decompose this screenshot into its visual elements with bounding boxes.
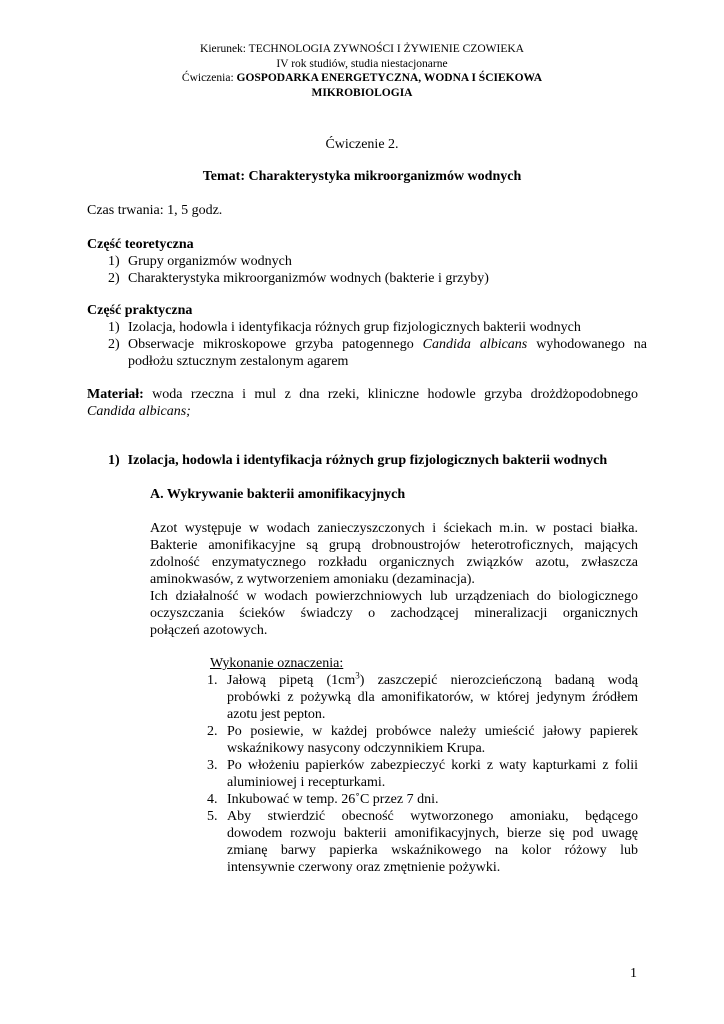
section-1-heading: 1) Izolacja, hodowla i identyfikacja różnych grup fizjologicznych bakterii wodnych <box>108 453 608 468</box>
page-number: 1 <box>630 966 637 981</box>
duration: Czas trwania: 1, 5 godz. <box>87 203 223 218</box>
theory-heading: Część teoretyczna <box>87 237 194 252</box>
list-item: 2. Po posiewie, w każdej probówce należy umieścić jałowy papierek wskaźnikowy nasycony odczynnikiem Krupa. <box>207 724 638 756</box>
procedure-steps <box>207 672 638 876</box>
list-item: 2) Charakterystyka mikroorganizmów wodnych (bakterie i grzyby) <box>108 271 489 286</box>
material-organism: Candida albicans; <box>87 404 191 419</box>
material-section: Materiał: woda rzeczna i mul z dna rzeki, kliniczne hodowle grzyba drożdżopodobnego Candida albicans; <box>87 387 638 419</box>
header-line-year: IV rok studiów, studia niestacjonarne <box>276 57 448 70</box>
list-item: 3. Po włożeniu papierków zabezpieczyć korki z waty kapturkami z folii aluminiowej i recepturkami. <box>207 758 638 790</box>
list-item: 1. Jałową pipetą $(1cm^3)$ zaszczepić nierozcieńczoną badaną wodą probówki z pożywką dla amonifikatorów, w której jedynym źródłem azotu jest pepton. <box>207 670 638 722</box>
list-item: 1) Grupy organizmów wodnych <box>108 254 292 269</box>
material-label: Materiał: <box>87 387 144 402</box>
paragraph-1: Azot występuje w wodach zanieczyszczonych i ściekach m.in. w postaci białka. Bakterie amonifikacyjne są grupą drobnoustrojów heterotroficznych, mających zdolność enzymatycznego rozkładu organicznych związków azotu, zwłaszcza aminokwasów, z wytworzeniem amoniaku (dezaminacja). <box>150 521 638 587</box>
steps-list <box>207 672 638 876</box>
list-item: 1) Izolacja, hodowla i identyfikacja różnych grup fizjologicznych bakterii wodnych <box>108 320 581 335</box>
header-line-subject: MIKROBIOLOGIA <box>311 86 413 99</box>
list-item: 5. Aby stwierdzić obecność wytworzonego amoniaku, będącego dowodem rozwoju bakterii amonifikacyjnych, bierze się pod uwagę zmianę barwy papierka wskaźnikowego na kolor różowy lub intensywnie czerwony oraz zmętnienie pożywki. <box>207 809 638 875</box>
header-line-field-of-study: Kierunek: TECHNOLOGIA ZYWNOŚCI I ŻYWIENIE CZOWIEKA <box>200 43 524 55</box>
list-item: 2) Obserwacje mikroskopowe grzyba patogennego Candida albicans wyhodowanego na podłożu sztucznym zestalonym agarem <box>108 337 647 369</box>
topic-title: Temat: Charakterystyka mikroorganizmów wodnych <box>202 169 522 184</box>
paragraph-2: Ich działalność w wodach powierzchniowych lub urządzeniach do biologicznego oczyszczania ścieków świadczy o zachodzącej mineralizacji organicznych połączeń azotowych. <box>150 589 638 638</box>
list-item: 4. Inkubować w temp. 26˚C przez 7 dni. <box>207 792 439 807</box>
theory-list <box>108 253 647 287</box>
practice-heading: Część praktyczna <box>87 303 193 318</box>
subsection-a-heading: A. Wykrywanie bakterii amonifikacyjnych <box>150 487 406 502</box>
procedure-heading: Wykonanie oznaczenia: <box>210 656 344 671</box>
document-header <box>0 42 724 100</box>
practice-section <box>87 302 647 370</box>
practice-list <box>108 319 647 370</box>
theory-section <box>87 236 647 287</box>
header-line-course: Ćwiczenia: GOSPODARKA ENERGETYCZNA, WODNA I ŚCIEKOWA <box>181 72 543 84</box>
exercise-title: Ćwiczenie 2. <box>325 137 399 152</box>
